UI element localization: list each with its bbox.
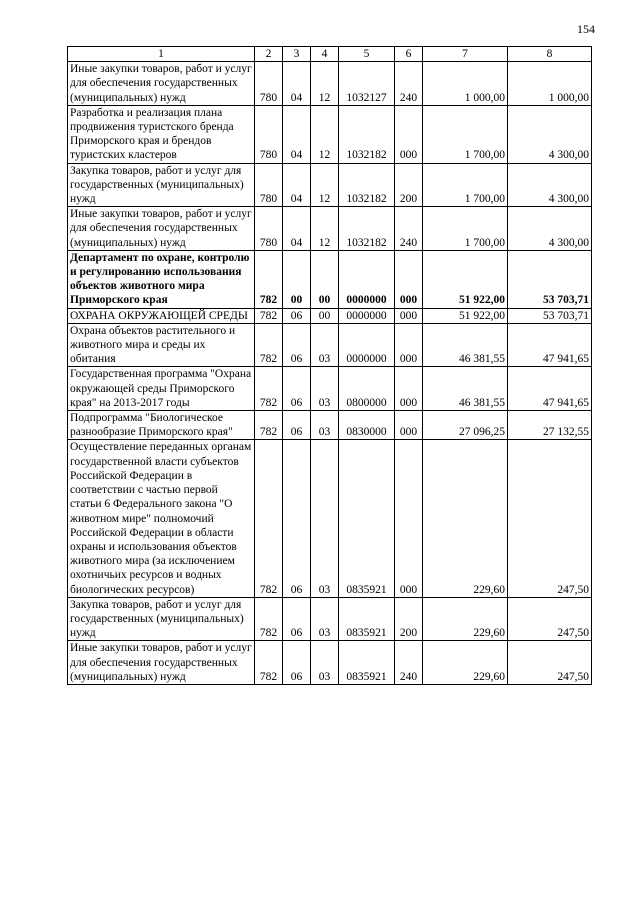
- row-ved-cell: 782: [255, 597, 283, 641]
- row-sum-2014-cell: 229,60: [423, 597, 508, 641]
- row-rz-cell: 06: [283, 597, 311, 641]
- row-ved-cell: 782: [255, 367, 283, 411]
- row-pr-cell: 12: [311, 163, 339, 207]
- row-vr-cell: 200: [395, 163, 423, 207]
- row-sum-2014-cell: 51 922,00: [423, 250, 508, 308]
- table-row: [68, 250, 592, 308]
- row-ved-cell: 782: [255, 323, 283, 367]
- row-vr-cell: 000: [395, 367, 423, 411]
- row-csr-cell: 1032182: [339, 105, 395, 163]
- row-name-cell: Разработка и реализация плана продвижения туристского бренда Приморского края и брендов туристских кластеров: [68, 105, 255, 163]
- row-vr-cell: 000: [395, 250, 423, 308]
- row-pr-cell: 12: [311, 62, 339, 106]
- row-rz-cell: 06: [283, 323, 311, 367]
- row-sum-2015-cell: 247,50: [508, 440, 592, 597]
- row-pr-cell: 03: [311, 367, 339, 411]
- row-ved-cell: 782: [255, 308, 283, 323]
- header-cell: 4: [311, 47, 339, 62]
- row-name-cell: Осуществление переданных органам государственной власти субъектов Российской Федерации в соответствии с частью первой статьи 6 Федерального закона "О животном мире" полномочий Российской Федерации в области охраны и использования объектов животного мира (за исключением охотничьих ресурсов и водных биологических ресурсов): [68, 440, 255, 597]
- row-name-cell: Охрана объектов растительного и животного мира и среды их обитания: [68, 323, 255, 367]
- row-vr-cell: 000: [395, 323, 423, 367]
- header-cell: 1: [68, 47, 255, 62]
- row-ved-cell: 782: [255, 411, 283, 440]
- row-vr-cell: 000: [395, 411, 423, 440]
- row-sum-2015-cell: 247,50: [508, 641, 592, 685]
- row-csr-cell: 0000000: [339, 250, 395, 308]
- row-name-cell: Закупка товаров, работ и услуг для государственных (муниципальных) нужд: [68, 597, 255, 641]
- row-ved-cell: 782: [255, 440, 283, 597]
- table-row: [68, 411, 592, 440]
- row-rz-cell: 06: [283, 440, 311, 597]
- header-cell: 3: [283, 47, 311, 62]
- table-row: [68, 597, 592, 641]
- row-sum-2014-cell: 1 700,00: [423, 207, 508, 251]
- row-name-cell: Департамент по охране, контролю и регулированию использования объектов животного мира Приморского края: [68, 250, 255, 308]
- row-name-cell: Иные закупки товаров, работ и услуг для обеспечения государственных (муниципальных) нужд: [68, 641, 255, 685]
- row-ved-cell: 780: [255, 62, 283, 106]
- budget-table: [67, 46, 592, 685]
- row-sum-2014-cell: 46 381,55: [423, 367, 508, 411]
- row-ved-cell: 780: [255, 163, 283, 207]
- row-vr-cell: 000: [395, 105, 423, 163]
- table-row: [68, 105, 592, 163]
- row-pr-cell: 00: [311, 308, 339, 323]
- row-ved-cell: 780: [255, 105, 283, 163]
- table-row: [68, 440, 592, 597]
- row-rz-cell: 04: [283, 105, 311, 163]
- table-row: [68, 308, 592, 323]
- row-pr-cell: 12: [311, 207, 339, 251]
- row-sum-2015-cell: 27 132,55: [508, 411, 592, 440]
- row-csr-cell: 0835921: [339, 597, 395, 641]
- row-sum-2015-cell: 4 300,00: [508, 207, 592, 251]
- row-pr-cell: 12: [311, 105, 339, 163]
- row-sum-2015-cell: 53 703,71: [508, 308, 592, 323]
- row-csr-cell: 0000000: [339, 323, 395, 367]
- row-sum-2015-cell: 4 300,00: [508, 163, 592, 207]
- row-vr-cell: 000: [395, 308, 423, 323]
- row-name-cell: Иные закупки товаров, работ и услуг для обеспечения государственных (муниципальных) нужд: [68, 62, 255, 106]
- row-csr-cell: 0800000: [339, 367, 395, 411]
- row-vr-cell: 200: [395, 597, 423, 641]
- row-sum-2015-cell: 47 941,65: [508, 367, 592, 411]
- row-csr-cell: 0830000: [339, 411, 395, 440]
- row-csr-cell: 1032127: [339, 62, 395, 106]
- row-pr-cell: 03: [311, 411, 339, 440]
- row-rz-cell: 04: [283, 207, 311, 251]
- table-row: [68, 163, 592, 207]
- row-csr-cell: 0000000: [339, 308, 395, 323]
- row-ved-cell: 780: [255, 207, 283, 251]
- row-sum-2015-cell: 53 703,71: [508, 250, 592, 308]
- row-sum-2015-cell: 1 000,00: [508, 62, 592, 106]
- row-vr-cell: 000: [395, 440, 423, 597]
- row-sum-2015-cell: 247,50: [508, 597, 592, 641]
- row-pr-cell: 00: [311, 250, 339, 308]
- row-name-cell: Закупка товаров, работ и услуг для государственных (муниципальных) нужд: [68, 163, 255, 207]
- row-sum-2015-cell: 4 300,00: [508, 105, 592, 163]
- row-pr-cell: 03: [311, 597, 339, 641]
- header-cell: 8: [508, 47, 592, 62]
- row-sum-2014-cell: 229,60: [423, 440, 508, 597]
- row-sum-2014-cell: 1 700,00: [423, 163, 508, 207]
- header-row: [68, 47, 592, 62]
- row-name-cell: Государственная программа "Охрана окружающей среды Приморского края" на 2013-2017 годы: [68, 367, 255, 411]
- row-name-cell: ОХРАНА ОКРУЖАЮЩЕЙ СРЕДЫ: [68, 308, 255, 323]
- row-pr-cell: 03: [311, 641, 339, 685]
- header-cell: 5: [339, 47, 395, 62]
- row-rz-cell: 06: [283, 367, 311, 411]
- row-sum-2014-cell: 27 096,25: [423, 411, 508, 440]
- table-row: [68, 641, 592, 685]
- page-number: 154: [577, 22, 595, 36]
- row-vr-cell: 240: [395, 207, 423, 251]
- row-csr-cell: 1032182: [339, 207, 395, 251]
- header-cell: 7: [423, 47, 508, 62]
- row-pr-cell: 03: [311, 440, 339, 597]
- row-vr-cell: 240: [395, 641, 423, 685]
- row-ved-cell: 782: [255, 641, 283, 685]
- row-rz-cell: 00: [283, 250, 311, 308]
- table-row: [68, 323, 592, 367]
- table-row: [68, 62, 592, 106]
- row-rz-cell: 06: [283, 308, 311, 323]
- row-sum-2014-cell: 229,60: [423, 641, 508, 685]
- row-sum-2014-cell: 1 700,00: [423, 105, 508, 163]
- row-sum-2014-cell: 1 000,00: [423, 62, 508, 106]
- table-row: [68, 367, 592, 411]
- row-sum-2015-cell: 47 941,65: [508, 323, 592, 367]
- row-ved-cell: 782: [255, 250, 283, 308]
- row-rz-cell: 04: [283, 62, 311, 106]
- row-vr-cell: 240: [395, 62, 423, 106]
- row-csr-cell: 0835921: [339, 440, 395, 597]
- row-rz-cell: 06: [283, 411, 311, 440]
- row-pr-cell: 03: [311, 323, 339, 367]
- table-row: [68, 207, 592, 251]
- row-rz-cell: 06: [283, 641, 311, 685]
- row-name-cell: Подпрограмма "Биологическое разнообразие Приморского края": [68, 411, 255, 440]
- row-rz-cell: 04: [283, 163, 311, 207]
- row-csr-cell: 0835921: [339, 641, 395, 685]
- row-name-cell: Иные закупки товаров, работ и услуг для обеспечения государственных (муниципальных) нужд: [68, 207, 255, 251]
- table-body: [68, 62, 592, 685]
- row-csr-cell: 1032182: [339, 163, 395, 207]
- row-sum-2014-cell: 51 922,00: [423, 308, 508, 323]
- row-sum-2014-cell: 46 381,55: [423, 323, 508, 367]
- header-cell: 6: [395, 47, 423, 62]
- header-cell: 2: [255, 47, 283, 62]
